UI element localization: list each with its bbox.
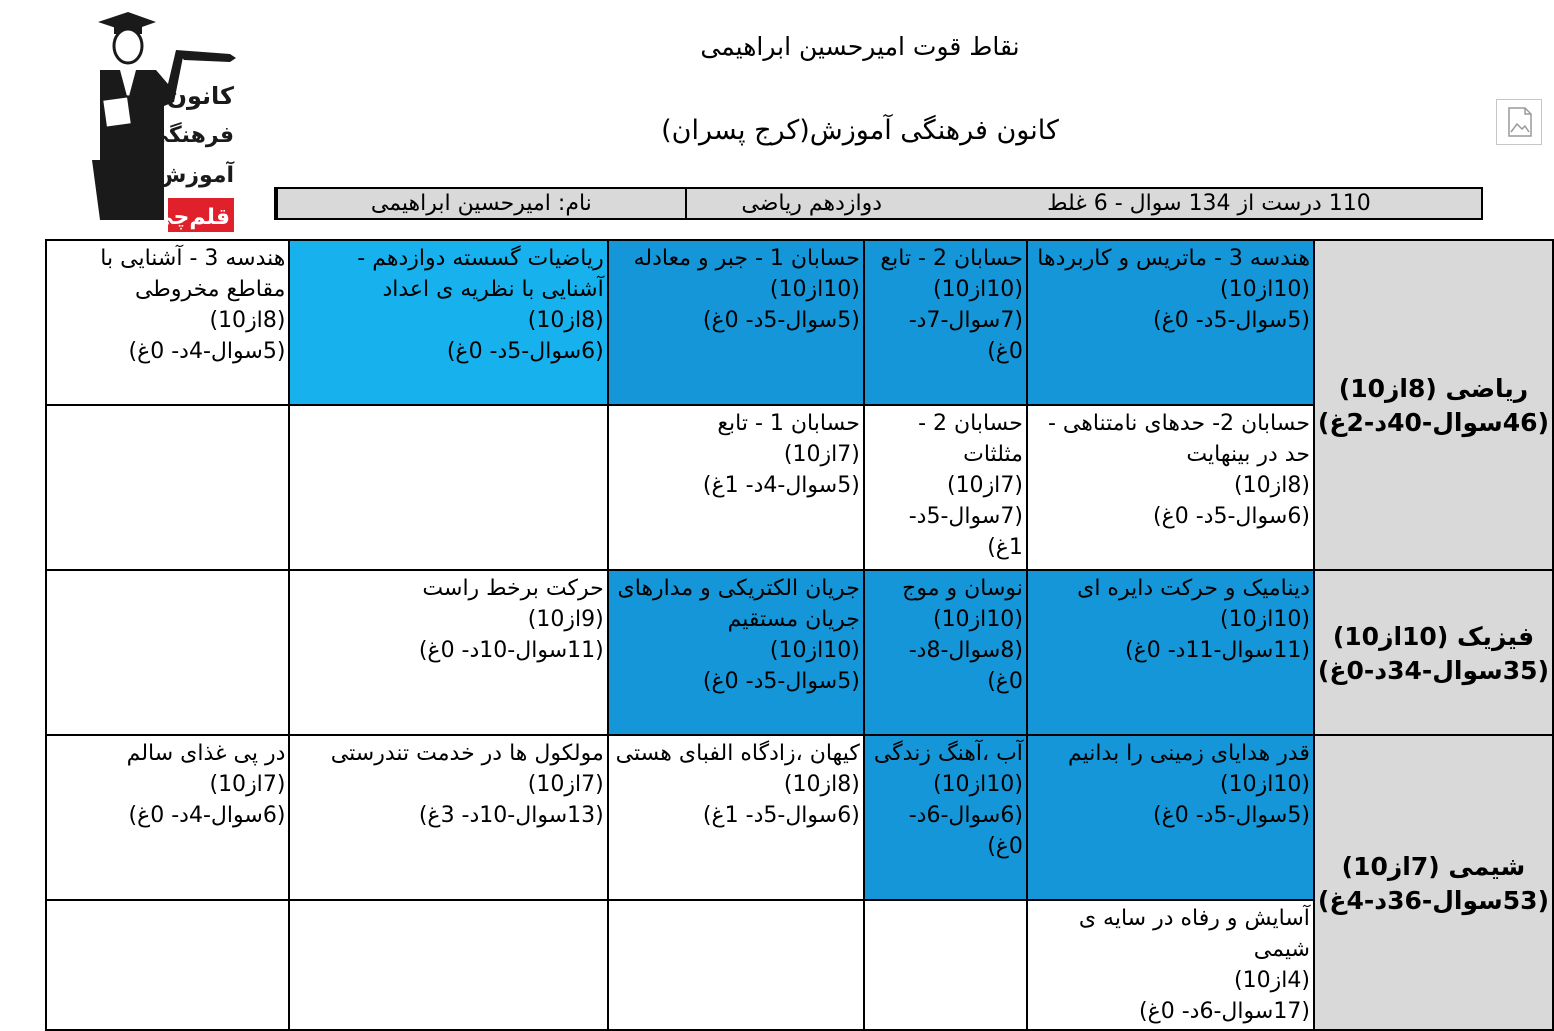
student-name: نام: امیرحسین ابراهیمی bbox=[276, 189, 685, 218]
topic-score: (10از10) bbox=[769, 638, 860, 663]
topic-name: کیهان ،زادگاه الفبای هستی bbox=[615, 741, 860, 766]
topic-score: (10از10) bbox=[1219, 607, 1310, 632]
topic-name: ریاضیات گسسته دوازدهم - آشنایی با نظریه ی اعداد bbox=[357, 246, 604, 302]
topic-score: (9از10) bbox=[527, 607, 604, 632]
topic-name: حسابان 1 - تابع bbox=[717, 411, 860, 436]
topic-stats: (6سوال-5د- 0غ) bbox=[1153, 504, 1310, 529]
page-title: نقاط قوت امیرحسین ابراهیمی bbox=[700, 32, 1020, 61]
topic-score: (8از10) bbox=[783, 772, 860, 797]
topic-score: (7از10) bbox=[946, 473, 1023, 498]
topic-name: هندسه 3 - ماتریس و کاربردها bbox=[1037, 246, 1310, 271]
student-grade: دوازدهم ریاضی bbox=[685, 189, 937, 218]
topic-cell bbox=[289, 900, 607, 1030]
broken-image-icon bbox=[1496, 99, 1542, 145]
table-row bbox=[46, 570, 1553, 735]
topic-cell bbox=[1027, 240, 1314, 405]
category-cell: فیزیک (10از10) (35سوال-34د-0غ) bbox=[1314, 570, 1553, 735]
topic-stats: (7سوال-5د- 1غ) bbox=[908, 504, 1023, 560]
table-row bbox=[46, 735, 1553, 900]
topic-stats: (5سوال-4د- 1غ) bbox=[702, 473, 860, 498]
topic-cell bbox=[608, 405, 864, 570]
topic-cell bbox=[1027, 405, 1314, 570]
topic-cell bbox=[46, 570, 289, 735]
strengths-table bbox=[45, 239, 1554, 1031]
topic-stats: (6سوال-6د- 0غ) bbox=[908, 803, 1023, 859]
topic-stats: (13سوال-10د- 3غ) bbox=[418, 803, 604, 828]
topic-name: هندسه 3 - آشنایی با مقاطع مخروطی bbox=[100, 246, 286, 302]
topic-stats: (11سوال-11د- 0غ) bbox=[1125, 638, 1310, 663]
topic-stats: (6سوال-5د- 0غ) bbox=[446, 339, 604, 364]
svg-text:آموزش: آموزش bbox=[156, 163, 234, 188]
topic-stats: (6سوال-5د- 1غ) bbox=[702, 803, 860, 828]
topic-name: در پی غذای سالم bbox=[126, 741, 286, 766]
topic-cell bbox=[864, 570, 1027, 735]
topic-cell bbox=[289, 405, 607, 570]
topic-cell bbox=[46, 240, 289, 405]
page-subtitle: کانون فرهنگی آموزش(کرج پسران) bbox=[661, 115, 1059, 146]
topic-stats: (5سوال-5د- 0غ) bbox=[702, 308, 860, 333]
topic-score: (10از10) bbox=[1219, 772, 1310, 797]
topic-cell bbox=[1027, 570, 1314, 735]
topic-name: نوسان و موج bbox=[902, 576, 1023, 601]
topic-name: حسابان 2 - تابع bbox=[880, 246, 1023, 271]
topic-cell bbox=[864, 405, 1027, 570]
topic-cell bbox=[46, 405, 289, 570]
topic-cell bbox=[46, 735, 289, 900]
student-score-summary: 110 درست از 134 سوال - 6 غلط bbox=[1047, 191, 1371, 216]
topic-cell bbox=[864, 735, 1027, 900]
topic-cell bbox=[46, 900, 289, 1030]
topic-score: (7از10) bbox=[783, 442, 860, 467]
svg-text:قلم‌چی: قلم‌چی bbox=[151, 205, 230, 230]
topic-score: (7از10) bbox=[209, 772, 286, 797]
topic-name: دینامیک و حرکت دایره ای bbox=[1077, 576, 1310, 601]
topic-cell bbox=[608, 240, 864, 405]
topic-cell bbox=[608, 735, 864, 900]
table-row bbox=[46, 240, 1553, 405]
topic-cell bbox=[1027, 735, 1314, 900]
topic-cell bbox=[864, 900, 1027, 1030]
topic-name: حسابان 2- حدهای نامتناهی - حد در بینهایت bbox=[1047, 411, 1310, 467]
topic-score: (8از10) bbox=[527, 308, 604, 333]
topic-name: آب ،آهنگ زندگی bbox=[873, 741, 1023, 766]
topic-cell bbox=[289, 735, 607, 900]
topic-cell bbox=[608, 900, 864, 1030]
topic-stats: (17سوال-6د- 0غ) bbox=[1139, 999, 1310, 1024]
topic-score: (4از10) bbox=[1233, 968, 1310, 993]
topic-stats: (5سوال-5د- 0غ) bbox=[1153, 308, 1310, 333]
svg-text:کانون: کانون bbox=[166, 82, 234, 110]
topic-cell bbox=[289, 570, 607, 735]
topic-name: مولکول ها در خدمت تندرستی bbox=[330, 741, 604, 766]
topic-score: (8از10) bbox=[209, 308, 286, 333]
topic-stats: (5سوال-4د- 0غ) bbox=[128, 339, 286, 364]
topic-stats: (11سوال-10د- 0غ) bbox=[418, 638, 604, 663]
topic-name: قدر هدایای زمینی را بدانیم bbox=[1068, 741, 1310, 766]
topic-cell bbox=[289, 240, 607, 405]
topic-name: حسابان 2 - مثلثات bbox=[918, 411, 1023, 467]
topic-score: (10از10) bbox=[1219, 277, 1310, 302]
topic-score: (10از10) bbox=[769, 277, 860, 302]
topic-name: آسایش و رفاه در سایه ی شیمی bbox=[1078, 906, 1310, 962]
topic-name: حسابان 1 - جبر و معادله bbox=[633, 246, 860, 271]
category-cell: ریاضی (8از10) (46سوال-40د-2غ) bbox=[1314, 240, 1553, 570]
topic-score: (10از10) bbox=[932, 277, 1023, 302]
topic-score: (8از10) bbox=[1233, 473, 1310, 498]
topic-stats: (6سوال-4د- 0غ) bbox=[128, 803, 286, 828]
topic-name: جریان الکتریکی و مدارهای جریان مستقیم bbox=[617, 576, 860, 632]
kanoon-logo bbox=[80, 10, 240, 238]
topic-stats: (8سوال-8د- 0غ) bbox=[908, 638, 1023, 694]
topic-stats: (5سوال-5د- 0غ) bbox=[702, 669, 860, 694]
topic-score: (10از10) bbox=[932, 607, 1023, 632]
topic-name: حرکت برخط راست bbox=[422, 576, 604, 601]
category-cell: شیمی (7از10) (53سوال-36د-4غ) bbox=[1314, 735, 1553, 1030]
student-info-bar bbox=[274, 187, 1483, 220]
topic-stats: (7سوال-7د- 0غ) bbox=[908, 308, 1023, 364]
svg-text:فرهنگی: فرهنگی bbox=[146, 123, 234, 148]
topic-cell bbox=[1027, 900, 1314, 1030]
topic-score: (10از10) bbox=[932, 772, 1023, 797]
topic-cell bbox=[864, 240, 1027, 405]
topic-score: (7از10) bbox=[527, 772, 604, 797]
topic-cell bbox=[608, 570, 864, 735]
topic-stats: (5سوال-5د- 0غ) bbox=[1153, 803, 1310, 828]
